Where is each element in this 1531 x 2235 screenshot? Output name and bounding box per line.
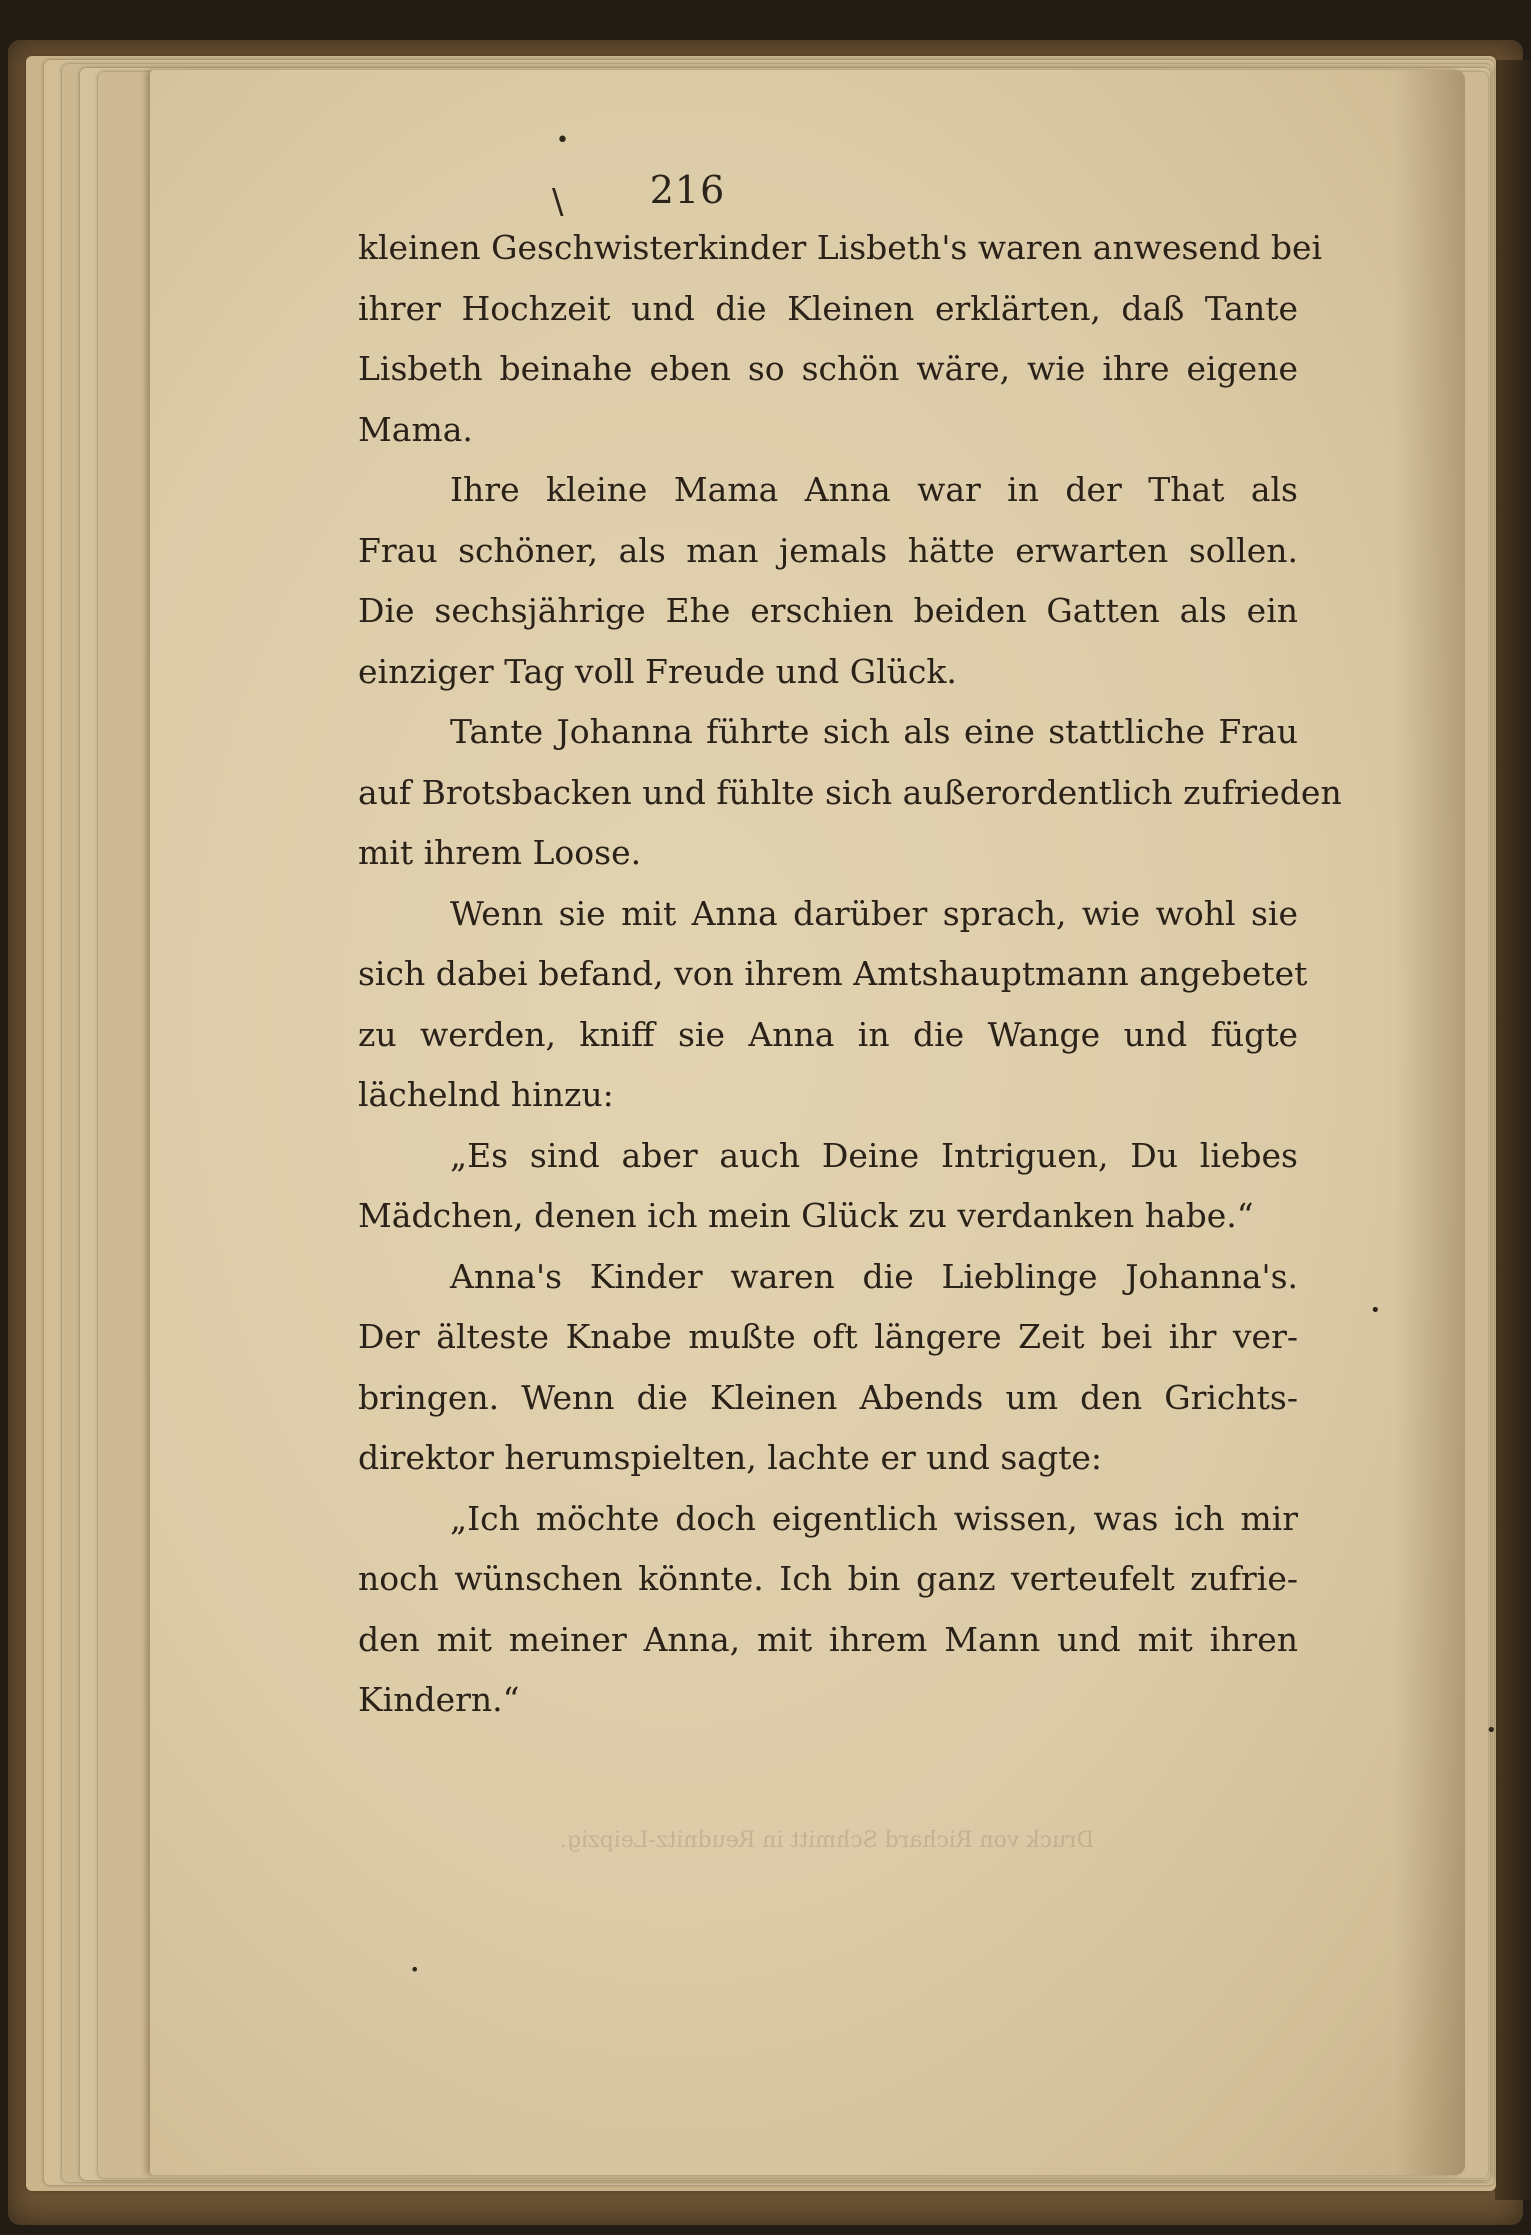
text-line: Mädchen, denen ich mein Glück zu verdanken habe.“ [358,1196,1254,1235]
ink-speck: • [556,128,569,153]
ink-speck: • [1486,1720,1497,1741]
text-line: auf Brotsbacken und fühlte sich außerordentlich zufrieden [358,772,1342,812]
text-line: sich dabei befand, von ihrem Amtshauptmann angebetet [358,954,1308,993]
text-line: bringen. Wenn die Kleinen Abends um den Grichts- [358,1377,1298,1417]
text-line: Mama. [358,409,473,449]
cover-edge [1495,60,1531,2200]
text-line: den mit meiner Anna, mit ihrem Mann und mit ihren [358,1619,1298,1659]
text-line: Die sechsjährige Ehe erschien beiden Gatten als ein [358,591,1298,630]
text-line: Wenn sie mit Anna darüber sprach, wie wohl sie [450,893,1298,933]
text-line: Frau schöner, als man jemals hätte erwarten sollen. [358,530,1298,570]
ink-speck: • [1370,1300,1381,1321]
ink-speck: • [410,1960,420,1979]
text-line: mit ihrem Loose. [358,833,642,872]
text-line: einziger Tag voll Freude und Glück. [358,651,957,691]
text-line: kleinen Geschwisterkinder Lisbeth's waren anwesend bei [358,228,1323,267]
text-line: Der älteste Knabe mußte oft längere Zeit bei ihr ver- [358,1317,1298,1356]
text-line: Ihre kleine Mama Anna war in der That als [450,470,1298,509]
text-line: Lisbeth beinahe eben so schön wäre, wie ihre eigene [358,349,1298,388]
body-text [358,218,1342,1731]
ink-speck: \ [552,182,564,222]
text-line: ihrer Hochzeit und die Kleinen erklärten, daß Tante [358,288,1298,328]
text-line: Tante Johanna führte sich als eine stattliche Frau [450,712,1298,751]
text-line: Kindern.“ [358,1680,520,1719]
text-line: „Es sind aber auch Deine Intriguen, Du liebes [450,1135,1298,1175]
show-through-imprint: Druck von Richard Schmitt in Reudnitz-Leipzig. [560,1828,1095,1853]
text-line: „Ich möchte doch eigentlich wissen, was ich mir [450,1498,1298,1538]
page-gutter-shadow [1395,70,1465,2175]
text-line: zu werden, kniff sie Anna in die Wange und fügte [358,1014,1298,1054]
text-line: direktor herumspielten, lachte er und sagte: [358,1438,1102,1477]
page-number: 216 [649,168,726,212]
text-line: Anna's Kinder waren die Lieblinge Johanna's. [450,1256,1298,1296]
text-line: noch wünschen könnte. Ich bin ganz verteufelt zufrie- [358,1559,1298,1598]
text-line: lächelnd hinzu: [358,1075,614,1114]
